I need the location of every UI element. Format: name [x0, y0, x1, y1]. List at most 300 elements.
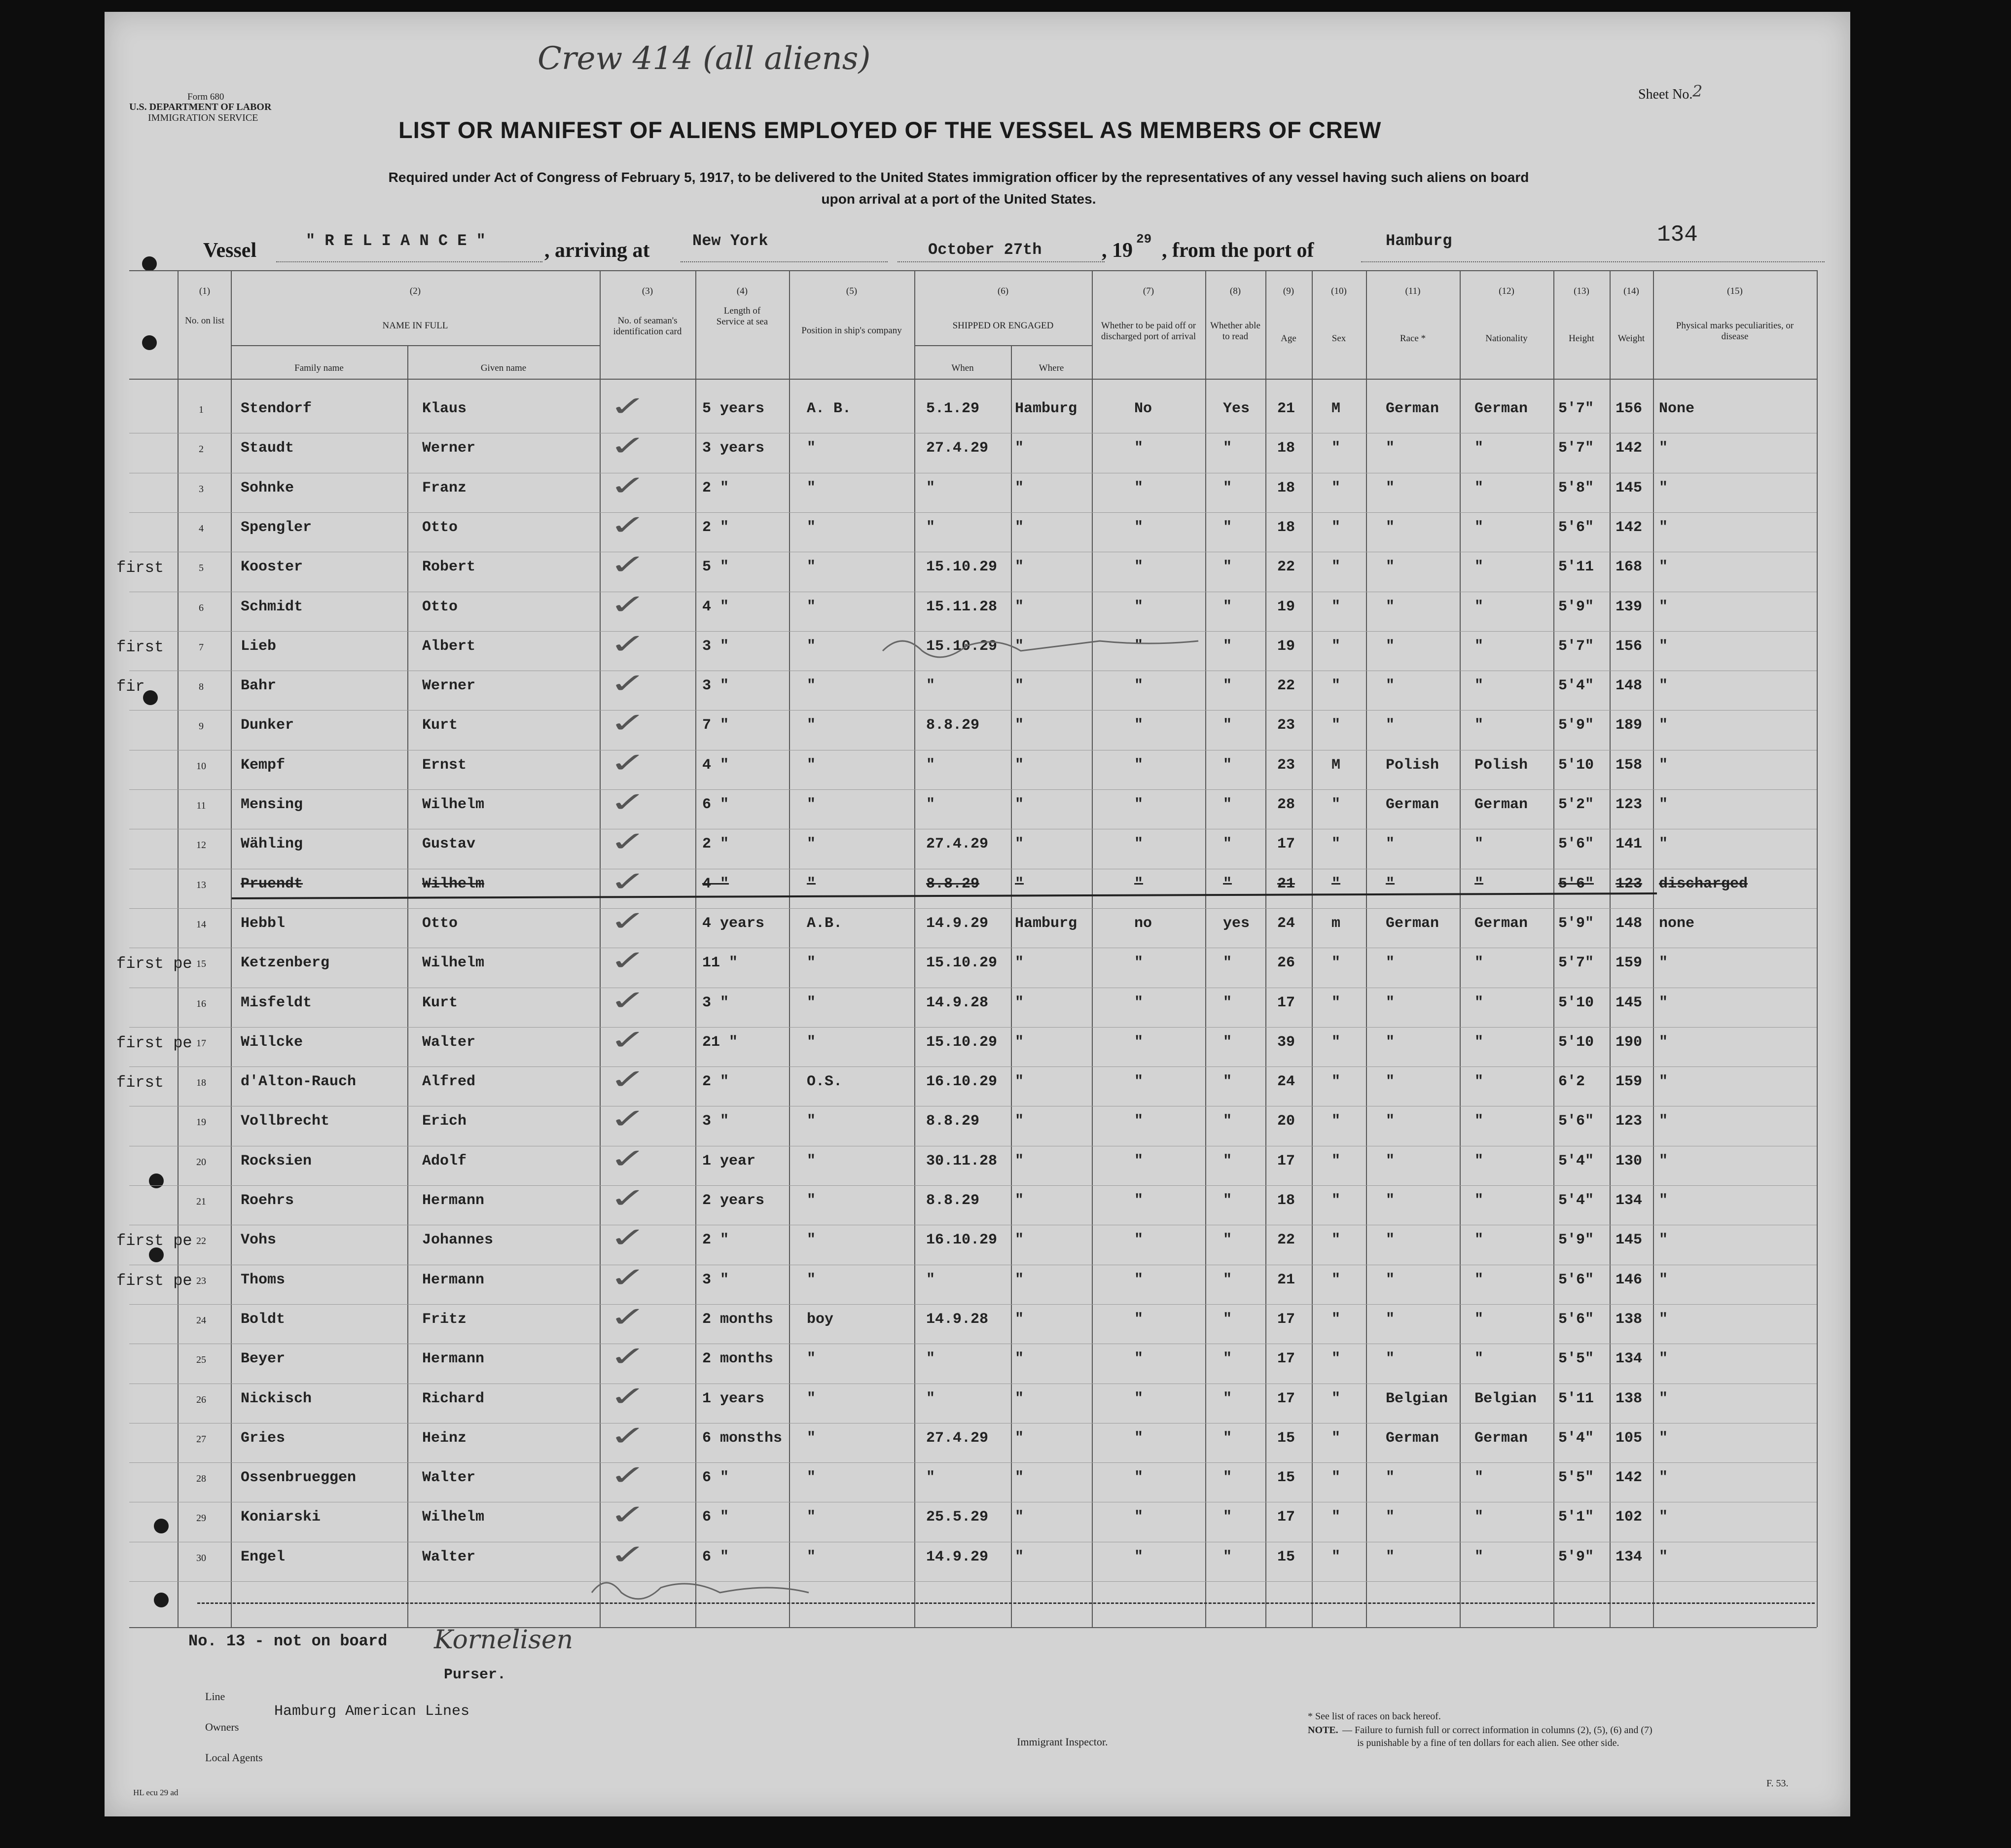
- cell-n: 11: [196, 800, 206, 811]
- cell-n: 7: [199, 642, 204, 653]
- cell-race: German: [1386, 1430, 1439, 1447]
- cell-when: ": [926, 677, 935, 694]
- col-7-header: Whether to be paid off or discharged port of arrival: [1101, 320, 1196, 342]
- cell-race: ": [1386, 717, 1395, 734]
- id-card-checkmark: ✓: [609, 747, 646, 779]
- cell-sex: ": [1331, 995, 1341, 1011]
- cell-given: Hermann: [422, 1350, 485, 1367]
- cell-when: ": [926, 1350, 935, 1367]
- cell-service: 2 ": [702, 480, 729, 497]
- cell-sex: ": [1331, 1153, 1341, 1170]
- cell-race: ": [1386, 1469, 1395, 1486]
- cell-height: 5'6": [1558, 1113, 1594, 1130]
- id-card-checkmark: ✓: [609, 866, 646, 898]
- cell-position: ": [807, 1153, 816, 1170]
- cell-position: A.B.: [807, 915, 843, 932]
- col-6-header: SHIPPED OR ENGAGED: [952, 320, 1054, 331]
- id-card-checkmark: ✓: [609, 1182, 646, 1214]
- cell-marks: ": [1659, 519, 1668, 536]
- cell-paid: ": [1134, 1311, 1144, 1328]
- cell-where: Hamburg: [1015, 915, 1077, 932]
- cell-family: Nickisch: [241, 1390, 312, 1407]
- cell-height: 5'8": [1558, 480, 1594, 497]
- cell-nationality: ": [1474, 876, 1484, 892]
- cell-age: 18: [1277, 1192, 1295, 1209]
- cell-read: ": [1223, 1549, 1232, 1565]
- cell-service: 3 ": [702, 638, 729, 655]
- cell-where: ": [1015, 1430, 1024, 1447]
- cell-where: ": [1015, 955, 1024, 971]
- cell-read: yes: [1223, 915, 1250, 932]
- cell-read: ": [1223, 955, 1232, 971]
- cell-nationality: ": [1474, 519, 1484, 536]
- cell-age: 17: [1277, 836, 1295, 853]
- cell-sex: ": [1331, 638, 1341, 655]
- cell-service: 3 years: [702, 440, 765, 457]
- cell-service: 4 ": [702, 757, 729, 774]
- cell-sex: ": [1331, 1549, 1341, 1565]
- cell-age: 21: [1277, 1272, 1295, 1288]
- cell-weight: 159: [1616, 1073, 1643, 1090]
- col-6-number: (6): [997, 286, 1009, 296]
- cell-height: 5'4": [1558, 1430, 1594, 1447]
- cell-given: Otto: [422, 599, 458, 615]
- cell-marks: ": [1659, 440, 1668, 457]
- cell-height: 5'9": [1558, 599, 1594, 615]
- shipped-where-header: Where: [1039, 363, 1064, 373]
- cell-service: 3 ": [702, 995, 729, 1011]
- cell-given: Albert: [422, 638, 476, 655]
- cell-where: ": [1015, 1469, 1024, 1486]
- vessel-name: " R E L I A N C E ": [306, 232, 486, 250]
- cell-age: 18: [1277, 440, 1295, 457]
- cell-paid: ": [1134, 677, 1144, 694]
- cell-service: 2 ": [702, 1232, 729, 1248]
- cell-marks: none: [1659, 915, 1695, 932]
- cell-given: Ernst: [422, 757, 467, 774]
- cell-n: 20: [196, 1157, 206, 1168]
- cell-given: Hermann: [422, 1272, 485, 1288]
- cell-n: 29: [196, 1513, 206, 1524]
- cell-age: 21: [1277, 876, 1295, 892]
- col-5-number: (5): [846, 286, 858, 296]
- cell-where: ": [1015, 677, 1024, 694]
- owners-value: Hamburg American Lines: [274, 1703, 470, 1720]
- page-title: LIST OR MANIFEST OF ALIENS EMPLOYED OF THE VESSEL AS MEMBERS OF CREW: [398, 117, 1382, 143]
- margin-note: first pe: [116, 1034, 192, 1052]
- cell-marks: ": [1659, 1469, 1668, 1486]
- cell-family: Ossenbrueggen: [241, 1469, 357, 1486]
- cell-paid: ": [1134, 519, 1144, 536]
- col-8-number: (8): [1229, 286, 1241, 296]
- local-agents-label: Local Agents: [205, 1751, 263, 1764]
- cell-paid: ": [1134, 796, 1144, 813]
- col-5-header: Position in ship's company: [801, 325, 902, 336]
- cell-race: ": [1386, 1192, 1395, 1209]
- cell-nationality: German: [1474, 400, 1528, 417]
- cell-nationality: ": [1474, 480, 1484, 497]
- cell-nationality: ": [1474, 717, 1484, 734]
- cell-given: Wilhelm: [422, 1509, 485, 1526]
- cell-sex: M: [1331, 757, 1341, 774]
- cell-read: ": [1223, 480, 1232, 497]
- purser-signature: Kornelisen: [434, 1625, 574, 1655]
- id-card-checkmark: ✓: [609, 1539, 646, 1571]
- cell-family: Misfeldt: [241, 995, 312, 1011]
- cell-family: Spengler: [241, 519, 312, 536]
- cell-n: 12: [196, 840, 206, 851]
- id-card-checkmark: ✓: [609, 826, 646, 858]
- cell-service: 3 ": [702, 1272, 729, 1288]
- cell-age: 20: [1277, 1113, 1295, 1130]
- cell-read: ": [1223, 1390, 1232, 1407]
- cell-service: 21 ": [702, 1034, 738, 1051]
- cell-n: 26: [196, 1394, 206, 1405]
- cell-paid: ": [1134, 836, 1144, 853]
- cell-where: ": [1015, 1153, 1024, 1170]
- cell-race: ": [1386, 519, 1395, 536]
- cell-service: 5 ": [702, 559, 729, 575]
- cell-service: 3 ": [702, 677, 729, 694]
- cell-weight: 134: [1616, 1350, 1643, 1367]
- cell-position: boy: [807, 1311, 834, 1328]
- cell-age: 28: [1277, 796, 1295, 813]
- cell-weight: 142: [1616, 1469, 1643, 1486]
- id-card-checkmark: ✓: [609, 470, 646, 502]
- cell-marks: ": [1659, 1549, 1668, 1565]
- cell-family: Stendorf: [241, 400, 312, 417]
- purser-label: Purser.: [444, 1667, 506, 1683]
- cell-age: 21: [1277, 400, 1295, 417]
- cell-age: 22: [1277, 559, 1295, 575]
- cell-marks: ": [1659, 1153, 1668, 1170]
- cell-paid: ": [1134, 1549, 1144, 1565]
- cell-nationality: ": [1474, 1272, 1484, 1288]
- cell-read: Yes: [1223, 400, 1250, 417]
- cell-weight: 168: [1616, 559, 1643, 575]
- cell-family: Bahr: [241, 677, 277, 694]
- cell-where: ": [1015, 599, 1024, 615]
- cell-sex: M: [1331, 400, 1341, 417]
- strike-line-13: [232, 893, 1657, 898]
- cell-height: 5'11: [1558, 559, 1594, 575]
- cell-paid: No: [1134, 400, 1152, 417]
- cell-age: 15: [1277, 1430, 1295, 1447]
- cell-position: ": [807, 1350, 816, 1367]
- col-1-number: (1): [199, 286, 211, 296]
- cell-given: Kurt: [422, 717, 458, 734]
- cell-family: Kooster: [241, 559, 303, 575]
- cell-given: Otto: [422, 915, 458, 932]
- cell-weight: 123: [1616, 876, 1643, 892]
- margin-note: first: [116, 559, 164, 577]
- cell-sex: ": [1331, 1232, 1341, 1248]
- cell-read: ": [1223, 1272, 1232, 1288]
- cell-where: ": [1015, 1549, 1024, 1565]
- cell-marks: ": [1659, 757, 1668, 774]
- cell-age: 17: [1277, 1390, 1295, 1407]
- departure-port: Hamburg: [1386, 232, 1452, 250]
- cell-paid: ": [1134, 1232, 1144, 1248]
- col-10-number: (10): [1331, 286, 1347, 296]
- id-card-checkmark: ✓: [609, 668, 646, 700]
- cell-paid: ": [1134, 876, 1144, 892]
- id-card-checkmark: ✓: [609, 1381, 646, 1413]
- cell-family: Vohs: [241, 1232, 277, 1248]
- cell-race: ": [1386, 955, 1395, 971]
- cell-nationality: ": [1474, 955, 1484, 971]
- id-card-checkmark: ✓: [609, 945, 646, 977]
- cell-where: ": [1015, 559, 1024, 575]
- cell-race: ": [1386, 1232, 1395, 1248]
- cell-nationality: ": [1474, 1073, 1484, 1090]
- cell-service: 6 ": [702, 1549, 729, 1565]
- cell-where: ": [1015, 757, 1024, 774]
- cell-where: ": [1015, 836, 1024, 853]
- col-9-number: (9): [1283, 286, 1294, 296]
- cell-family: Ketzenberg: [241, 955, 330, 971]
- cell-height: 5'10: [1558, 995, 1594, 1011]
- cell-paid: ": [1134, 955, 1144, 971]
- cell-n: 18: [196, 1077, 206, 1088]
- cell-sex: ": [1331, 677, 1341, 694]
- cell-nationality: ": [1474, 1232, 1484, 1248]
- cell-nationality: German: [1474, 796, 1528, 813]
- cell-n: 1: [199, 404, 204, 415]
- cell-given: Gustav: [422, 836, 476, 853]
- cell-sex: ": [1331, 1469, 1341, 1486]
- cell-given: Richard: [422, 1390, 485, 1407]
- col-13-header: Height: [1569, 333, 1594, 344]
- cell-marks: ": [1659, 1350, 1668, 1367]
- col-8-header: Whether able to read: [1210, 320, 1260, 342]
- cell-height: 6'2: [1558, 1073, 1585, 1090]
- cell-service: 6 ": [702, 1469, 729, 1486]
- cell-n: 5: [199, 563, 204, 573]
- cell-given: Heinz: [422, 1430, 467, 1447]
- cell-service: 3 ": [702, 1113, 729, 1130]
- cell-race: ": [1386, 1113, 1395, 1130]
- cell-given: Hermann: [422, 1192, 485, 1209]
- cell-height: 5'4": [1558, 677, 1594, 694]
- cell-height: 5'9": [1558, 1232, 1594, 1248]
- cell-paid: ": [1134, 1192, 1144, 1209]
- cell-given: Walter: [422, 1034, 476, 1051]
- cell-given: Werner: [422, 440, 476, 457]
- cell-where: ": [1015, 1113, 1024, 1130]
- cell-when: 15.10.29: [926, 559, 998, 575]
- cell-weight: 141: [1616, 836, 1643, 853]
- cell-age: 24: [1277, 915, 1295, 932]
- cell-height: 5'7": [1558, 638, 1594, 655]
- col-3-header: No. of seaman's identification card: [613, 316, 682, 337]
- cell-read: ": [1223, 1192, 1232, 1209]
- cell-read: ": [1223, 1073, 1232, 1090]
- cell-n: 25: [196, 1354, 206, 1365]
- cell-family: Lieb: [241, 638, 277, 655]
- col-12-number: (12): [1499, 286, 1514, 296]
- cell-marks: ": [1659, 1113, 1668, 1130]
- cell-given: Johannes: [422, 1232, 494, 1248]
- cell-race: ": [1386, 1509, 1395, 1526]
- cell-weight: 145: [1616, 1232, 1643, 1248]
- cell-nationality: ": [1474, 995, 1484, 1011]
- cell-nationality: ": [1474, 1311, 1484, 1328]
- cell-height: 5'6": [1558, 1311, 1594, 1328]
- cell-family: Roehrs: [241, 1192, 294, 1209]
- cell-position: ": [807, 876, 816, 892]
- cell-marks: ": [1659, 677, 1668, 694]
- cell-position: ": [807, 757, 816, 774]
- sheet-number: 2: [1692, 82, 1703, 101]
- cell-weight: 145: [1616, 995, 1643, 1011]
- cell-sex: ": [1331, 480, 1341, 497]
- cell-marks: ": [1659, 638, 1668, 655]
- col-11-number: (11): [1405, 286, 1421, 296]
- cell-weight: 123: [1616, 796, 1643, 813]
- cell-age: 19: [1277, 638, 1295, 655]
- cell-when: 25.5.29: [926, 1509, 989, 1526]
- cell-marks: ": [1659, 1509, 1668, 1526]
- cell-when: 5.1.29: [926, 400, 980, 417]
- id-card-checkmark: ✓: [609, 1459, 646, 1492]
- cell-when: ": [926, 1390, 935, 1407]
- cell-where: ": [1015, 1390, 1024, 1407]
- cell-weight: 145: [1616, 480, 1643, 497]
- col-3-number: (3): [642, 286, 653, 296]
- cell-family: Boldt: [241, 1311, 286, 1328]
- cell-position: A. B.: [807, 400, 852, 417]
- cell-height: 5'6": [1558, 1272, 1594, 1288]
- cell-service: 6 monsths: [702, 1430, 783, 1447]
- cell-family: Koniarski: [241, 1509, 321, 1526]
- cell-weight: 156: [1616, 400, 1643, 417]
- form-number: Form 680: [187, 92, 224, 102]
- cell-read: ": [1223, 717, 1232, 734]
- id-card-checkmark: ✓: [609, 985, 646, 1017]
- cell-position: ": [807, 1469, 816, 1486]
- cell-sex: ": [1331, 1034, 1341, 1051]
- cell-where: ": [1015, 717, 1024, 734]
- cell-marks: ": [1659, 480, 1668, 497]
- cell-height: 5'9": [1558, 717, 1594, 734]
- cell-n: 16: [196, 998, 206, 1009]
- cell-read: ": [1223, 1469, 1232, 1486]
- cell-family: Vollbrecht: [241, 1113, 330, 1130]
- cell-height: 5'10: [1558, 757, 1594, 774]
- cell-race: ": [1386, 836, 1395, 853]
- cell-age: 17: [1277, 1311, 1295, 1328]
- cell-position: ": [807, 796, 816, 813]
- cell-race: Belgian: [1386, 1390, 1448, 1407]
- cell-marks: ": [1659, 1311, 1668, 1328]
- cell-where: ": [1015, 1192, 1024, 1209]
- id-card-checkmark: ✓: [609, 1262, 646, 1294]
- arrival-date: October 27th: [928, 241, 1042, 259]
- col-1-header: No. on list: [185, 316, 224, 326]
- cell-when: ": [926, 796, 935, 813]
- cell-height: 5'2": [1558, 796, 1594, 813]
- cell-nationality: ": [1474, 440, 1484, 457]
- cell-read: ": [1223, 1350, 1232, 1367]
- cell-given: Werner: [422, 677, 476, 694]
- cell-position: ": [807, 1034, 816, 1051]
- cell-when: 14.9.29: [926, 915, 989, 932]
- cell-marks: ": [1659, 1390, 1668, 1407]
- cell-n: 14: [196, 919, 206, 930]
- id-card-checkmark: ✓: [609, 1341, 646, 1373]
- cell-when: 15.11.28: [926, 599, 998, 615]
- note-text-line1: — Failure to furnish full or correct information in columns (2), (5), (6) and (7): [1342, 1725, 1652, 1736]
- remark-scribble: [883, 641, 1198, 657]
- cell-read: ": [1223, 599, 1232, 615]
- cell-nationality: ": [1474, 1350, 1484, 1367]
- id-card-checkmark: ✓: [609, 707, 646, 739]
- cell-marks: ": [1659, 1232, 1668, 1248]
- cell-when: 27.4.29: [926, 836, 989, 853]
- cell-service: 4 ": [702, 599, 729, 615]
- cell-when: 14.9.29: [926, 1549, 989, 1565]
- cell-position: ": [807, 717, 816, 734]
- cell-nationality: ": [1474, 1113, 1484, 1130]
- cell-sex: ": [1331, 1350, 1341, 1367]
- cell-sex: m: [1331, 915, 1341, 932]
- cell-where: ": [1015, 1311, 1024, 1328]
- id-card-checkmark: ✓: [609, 509, 646, 541]
- cell-position: ": [807, 1272, 816, 1288]
- cell-when: 8.8.29: [926, 1113, 980, 1130]
- cell-age: 22: [1277, 1232, 1295, 1248]
- cell-sex: ": [1331, 836, 1341, 853]
- cell-age: 22: [1277, 677, 1295, 694]
- id-card-checkmark: ✓: [609, 1024, 646, 1056]
- cell-when: ": [926, 480, 935, 497]
- line-label: Line: [205, 1690, 225, 1703]
- cell-n: 6: [199, 603, 204, 613]
- cell-read: ": [1223, 638, 1232, 655]
- cell-height: 5'11: [1558, 1390, 1594, 1407]
- cell-where: ": [1015, 1073, 1024, 1090]
- cell-weight: 156: [1616, 638, 1643, 655]
- col-14-number: (14): [1623, 286, 1639, 296]
- cell-height: 5'9": [1558, 915, 1594, 932]
- cell-when: 8.8.29: [926, 876, 980, 892]
- col-2-number: (2): [409, 286, 421, 296]
- cell-sex: ": [1331, 1390, 1341, 1407]
- cell-n: 3: [199, 484, 204, 495]
- cell-read: ": [1223, 1113, 1232, 1130]
- cell-n: 19: [196, 1117, 206, 1128]
- id-card-checkmark: ✓: [609, 430, 646, 462]
- cell-read: ": [1223, 876, 1232, 892]
- cell-nationality: ": [1474, 599, 1484, 615]
- col-12-header: Nationality: [1485, 333, 1528, 344]
- col-15-number: (15): [1727, 286, 1743, 296]
- form-code: F. 53.: [1766, 1778, 1789, 1789]
- id-card-checkmark: ✓: [609, 1499, 646, 1531]
- cell-nationality: ": [1474, 1153, 1484, 1170]
- cell-when: 16.10.29: [926, 1073, 998, 1090]
- cell-sex: ": [1331, 1509, 1341, 1526]
- cell-service: 2 months: [702, 1350, 774, 1367]
- cell-family: Pruendt: [241, 876, 303, 892]
- cell-marks: ": [1659, 599, 1668, 615]
- cell-paid: ": [1134, 599, 1144, 615]
- sheet-label: Sheet No.: [1638, 87, 1693, 102]
- cell-given: Alfred: [422, 1073, 476, 1090]
- cell-age: 23: [1277, 717, 1295, 734]
- cell-race: ": [1386, 995, 1395, 1011]
